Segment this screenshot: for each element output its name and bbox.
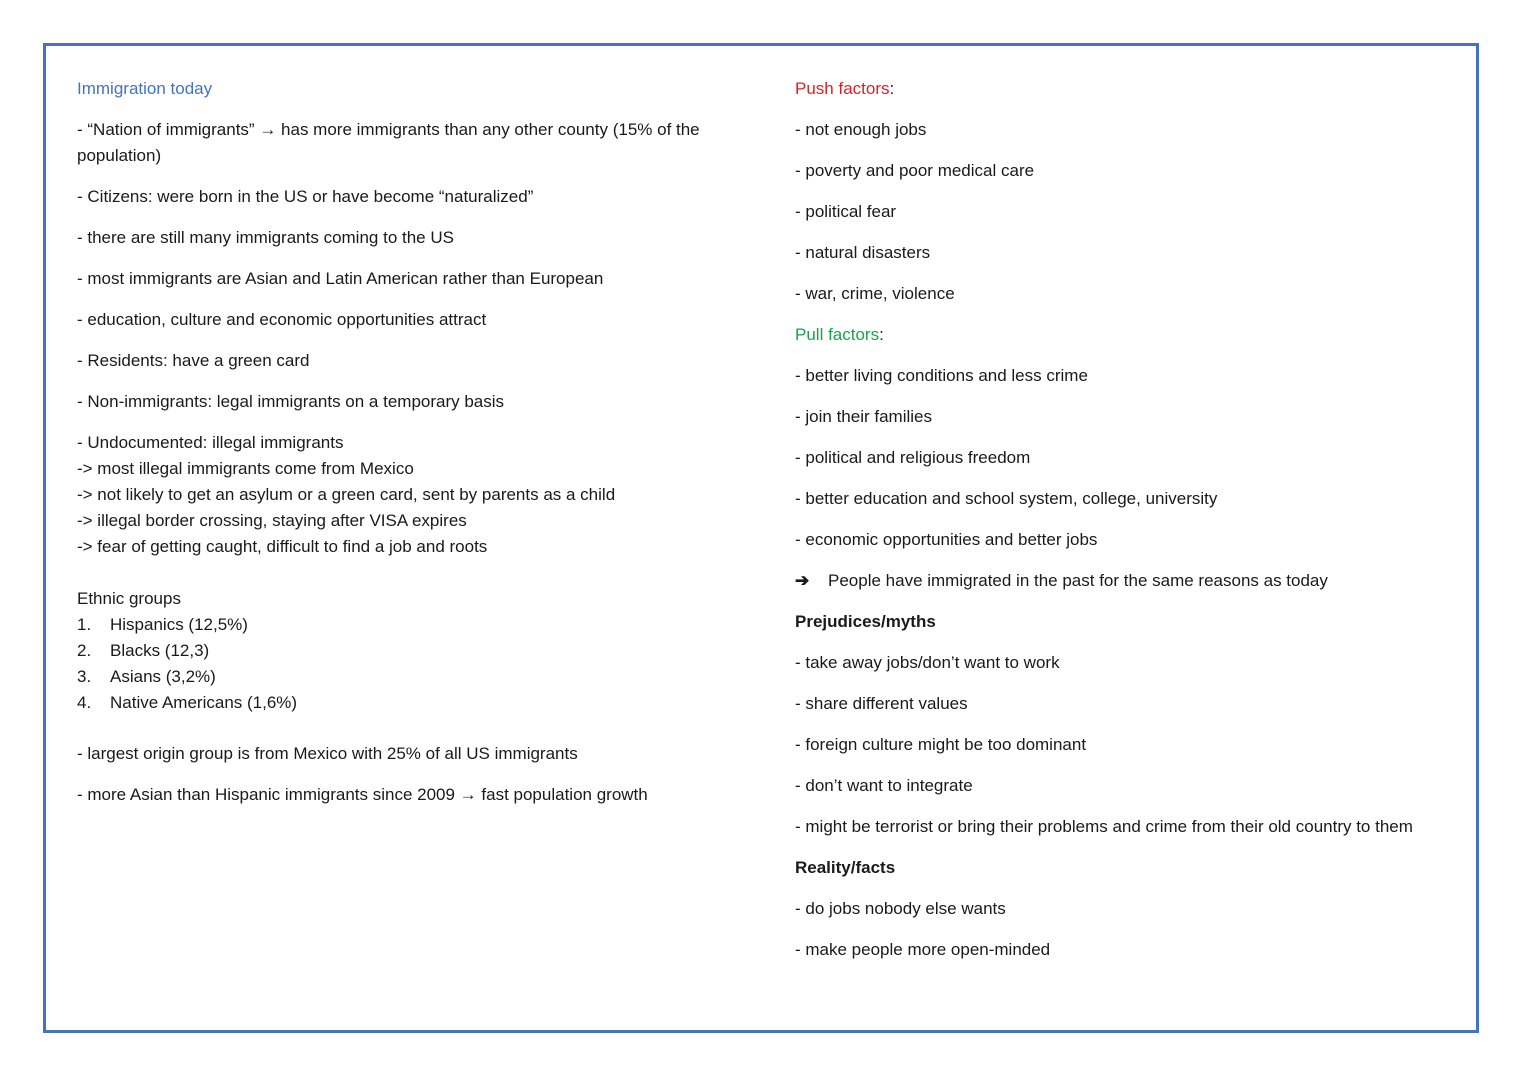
prejudice-item: - might be terrorist or bring their problems and crime from their old country to them [795, 817, 1413, 836]
push-factors-heading: Push factors: [795, 79, 895, 98]
pull-item: - better living conditions and less crime [795, 366, 1088, 385]
prejudice-item: - foreign culture might be too dominant [795, 735, 1087, 754]
undocumented-line: - Undocumented: illegal immigrants [77, 433, 344, 452]
undocumented-line: -> illegal border crossing, staying after VISA expires [77, 511, 467, 530]
pull-item: - economic opportunities and better jobs [795, 530, 1098, 549]
undocumented-line: -> fear of getting caught, difficult to find a job and roots [77, 537, 488, 556]
arrow-right-icon: ➔ [795, 571, 810, 590]
pull-item: - join their families [795, 407, 932, 426]
pull-factors-heading: Pull factors: [795, 325, 884, 344]
note-asian-growth: - more Asian than Hispanic immigrants since 2009 → fast population growth [77, 785, 648, 804]
undocumented-line: -> most illegal immigrants come from Mexico [77, 459, 414, 478]
push-item: - natural disasters [795, 243, 931, 262]
prejudice-item: - don’t want to integrate [795, 776, 973, 795]
list-item: 2. Blacks (12,3) [77, 641, 210, 660]
list-item: 3. Asians (3,2%) [77, 667, 216, 686]
immigration-today-title: Immigration today [77, 79, 213, 98]
note-residents: - Residents: have a green card [77, 351, 310, 370]
push-item: - poverty and poor medical care [795, 161, 1035, 180]
note-citizens: - Citizens: were born in the US or have become “naturalized” [77, 187, 534, 206]
ethnic-groups-list [77, 612, 747, 716]
note-origin-regions: - most immigrants are Asian and Latin American rather than European [77, 269, 604, 288]
ethnic-groups-title: Ethnic groups [77, 589, 181, 608]
list-item: 4. Native Americans (1,6%) [77, 693, 298, 712]
undocumented-line: -> not likely to get an asylum or a green card, sent by parents as a child [77, 485, 616, 504]
note-largest-origin: - largest origin group is from Mexico with 25% of all US immigrants [77, 744, 578, 763]
conclusion-text: People have immigrated in the past for the same reasons as today [828, 571, 1328, 590]
push-item: - war, crime, violence [795, 284, 955, 303]
note-non-immigrants: - Non-immigrants: legal immigrants on a temporary basis [77, 392, 505, 411]
right-column [795, 76, 1455, 978]
push-item: - not enough jobs [795, 120, 927, 139]
prejudice-item: - share different values [795, 694, 968, 713]
note-nation-of-immigrants: - “Nation of immigrants” → has more immigrants than any other county (15% of the population) [77, 120, 700, 165]
push-item: - political fear [795, 202, 897, 221]
conclusion-line [795, 568, 1455, 594]
reality-item: - do jobs nobody else wants [795, 899, 1006, 918]
reality-heading: Reality/facts [795, 858, 896, 877]
note-still-coming: - there are still many immigrants coming to the US [77, 228, 454, 247]
prejudices-heading: Prejudices/myths [795, 612, 936, 631]
left-column [77, 76, 747, 823]
pull-item: - political and religious freedom [795, 448, 1031, 467]
pull-item: - better education and school system, college, university [795, 489, 1218, 508]
note-attractions: - education, culture and economic opportunities attract [77, 310, 487, 329]
reality-item: - make people more open-minded [795, 940, 1051, 959]
list-item: 1. Hispanics (12,5%) [77, 615, 248, 634]
undocumented-block [77, 430, 747, 560]
prejudice-item: - take away jobs/don’t want to work [795, 653, 1060, 672]
